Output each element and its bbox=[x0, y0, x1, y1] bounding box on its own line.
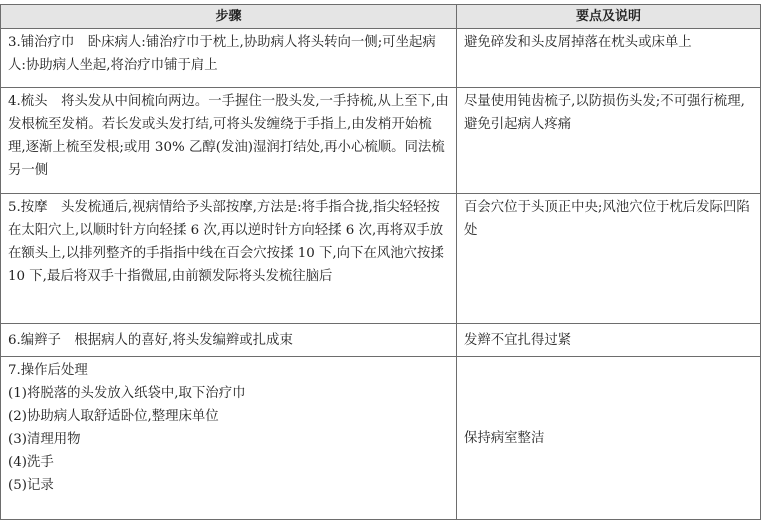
table-row bbox=[1, 324, 761, 357]
table-row bbox=[1, 194, 761, 324]
note-cell: 保持病室整洁 bbox=[457, 357, 761, 520]
note-cell: 尽量使用钝齿梳子,以防损伤头发;不可强行梳理,避免引起病人疼痛 bbox=[457, 88, 761, 194]
step-cell: 5.按摩 头发梳通后,视病情给予头部按摩,方法是:将手指合拢,指尖轻轻按在太阳穴上,以顺时针方向轻揉 6 次,再以逆时针方向轻揉 6 次,再将双手放在额头上,以排列整齐的手指指中线在百会穴按揉 10 下,向下在风池穴按揉 10 下,最后将双手十指微屈,由前额发际将头发梳往脑后 bbox=[1, 194, 457, 324]
list-item: (4)洗手 bbox=[8, 455, 54, 470]
list-item: (2)协助病人取舒适卧位,整理床单位 bbox=[8, 409, 219, 424]
table-row bbox=[1, 29, 761, 88]
note-cell: 发辫不宜扎得过紧 bbox=[457, 324, 761, 357]
table-row bbox=[1, 88, 761, 194]
note-cell: 避免碎发和头皮屑掉落在枕头或床单上 bbox=[457, 29, 761, 88]
note-cell: 百会穴位于头顶正中央;风池穴位于枕后发际凹陷处 bbox=[457, 194, 761, 324]
step-cell: 3.铺治疗巾 卧床病人:铺治疗巾于枕上,协助病人将头转向一侧;可坐起病人:协助病人坐起,将治疗巾铺于肩上 bbox=[1, 29, 457, 88]
table-header-row bbox=[1, 5, 761, 29]
list-item: (5)记录 bbox=[8, 478, 54, 493]
step-title: 7.操作后处理 bbox=[8, 363, 88, 378]
list-item: (3)清理用物 bbox=[8, 432, 81, 447]
table-row bbox=[1, 357, 761, 520]
list-item: (1)将脱落的头发放入纸袋中,取下治疗巾 bbox=[8, 386, 246, 401]
procedure-table bbox=[0, 4, 761, 520]
step-cell: 6.编辫子 根据病人的喜好,将头发编辫或扎成束 bbox=[1, 324, 457, 357]
step-cell bbox=[1, 357, 457, 520]
step-cell: 4.梳头 将头发从中间梳向两边。一手握住一股头发,一手持梳,从上至下,由发根梳至发梢。若长发或头发打结,可将头发缠绕于手指上,由发梢开始梳理,逐渐上梳至发根;或用 30% 乙醇(发油)湿润打结处,再小心梳顺。同法梳另一侧 bbox=[1, 88, 457, 194]
header-step: 步骤 bbox=[1, 5, 457, 29]
header-notes: 要点及说明 bbox=[457, 5, 761, 29]
